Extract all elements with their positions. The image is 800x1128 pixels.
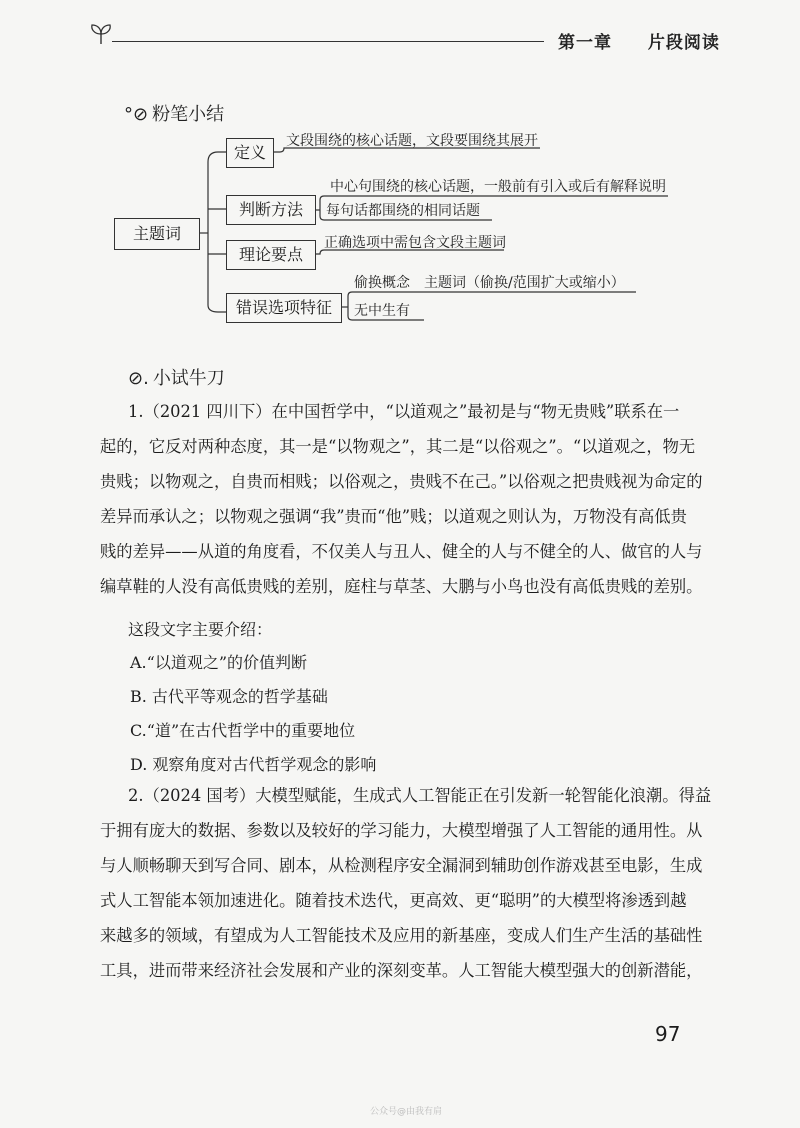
note-wrong-option-2: 无中生有 [354, 303, 410, 319]
q2-line: 于拥有庞大的数据、参数以及较好的学习能力，大模型增强了人工智能的通用性。从 [100, 821, 703, 840]
q2-line: 来越多的领域，有望成为人工智能技术及应用的新基座，变成人们生产生活的基础性 [100, 926, 703, 945]
option-a: A.“以道观之”的价值判断 [130, 653, 308, 672]
q1-line: 起的，它反对两种态度，其一是“以物观之”，其二是“以俗观之”。“以道观之，物无 [100, 437, 696, 456]
practice-title: ⊘. 小试牛刀 [128, 368, 225, 389]
q1-line: 差异而承认之；以物观之强调“我”贵而“他”贱；以道观之则认为，万物没有高低贵 [100, 507, 687, 526]
question-2-text [100, 778, 712, 988]
question-1-prompt: 这段文字主要介绍： [128, 620, 273, 639]
option-b: B. 古代平等观念的哲学基础 [130, 687, 328, 706]
note-wrong-option-1: 偷换概念 主题词（偷换/范围扩大或缩小） [354, 275, 625, 291]
q1-line: 1.（2021 四川下）在中国哲学中，“以道观之”最初是与“物无贵贱”联系在一 [128, 402, 680, 421]
page-number: 97 [655, 1022, 681, 1046]
note-judge-method-1: 中心句围绕的核心话题，一般前有引入或后有解释说明 [330, 179, 666, 195]
node-judge-method: 判断方法 [226, 195, 316, 225]
q2-line: 与人顺畅聊天到写合同、剧本，从检测程序安全漏洞到辅助创作游戏甚至电影，生成 [100, 856, 703, 875]
summary-title: °⊘ 粉笔小结 [124, 104, 225, 125]
q1-line: 贱的差异——从道的角度看，不仅美人与丑人、健全的人与不健全的人、做官的人与 [100, 542, 703, 561]
note-theory-points: 正确选项中需包含文段主题词 [324, 235, 506, 251]
option-d: D. 观察角度对古代哲学观念的影响 [130, 755, 377, 774]
chalk-icon: ⊘. [128, 368, 149, 389]
q1-line: 贵贱；以物观之，自贵而相贱；以俗观之，贵贱不在己。”以俗观之把贵贱视为命定的 [100, 472, 703, 491]
q2-line: 2.（2024 国考）大模型赋能，生成式人工智能正在引发新一轮智能化浪潮。得益 [128, 786, 712, 805]
node-definition: 定义 [226, 138, 274, 168]
q1-line: 编草鞋的人没有高低贵贱的差别，庭柱与草茎、大鹏与小鸟也没有高低贵贱的差别。 [100, 577, 703, 596]
q2-line: 工具，进而带来经济社会发展和产业的深刻变革。人工智能大模型强大的创新潜能， [100, 961, 703, 980]
note-judge-method-2: 每句话都围绕的相同话题 [326, 203, 480, 219]
chalk-icon: °⊘ [124, 104, 149, 125]
chapter-label: 第一章 [558, 33, 612, 53]
question-1-text [100, 394, 703, 604]
option-c: C.“道”在古代哲学中的重要地位 [130, 721, 356, 740]
node-wrong-option: 错误选项特征 [226, 293, 342, 323]
node-theory-points: 理论要点 [226, 240, 316, 270]
q2-line: 式人工智能本领加速进化。随着技术迭代，更高效、更“聪明”的大模型将渗透到越 [100, 891, 687, 910]
node-root: 主题词 [114, 218, 200, 250]
note-definition: 文段围绕的核心话题，文段要围绕其展开 [286, 133, 538, 149]
footer-watermark: 公众号@由我有肩 [370, 1107, 443, 1117]
section-label: 片段阅读 [647, 33, 720, 53]
